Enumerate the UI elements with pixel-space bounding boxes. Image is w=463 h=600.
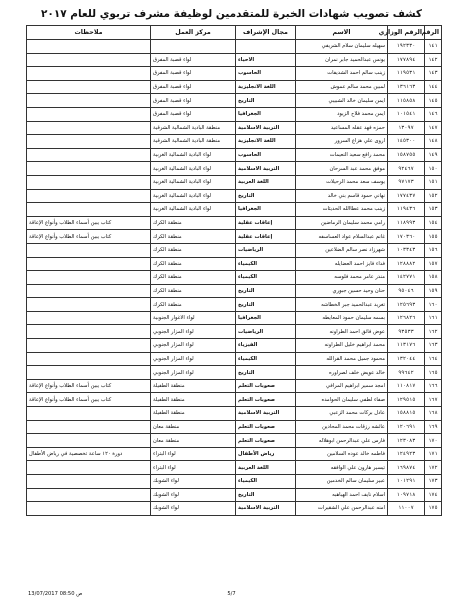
supervision-field: الحاسوب <box>236 67 296 81</box>
row-number: ١٤١ <box>425 40 442 54</box>
supervision-field: اللغة العربية <box>236 175 296 189</box>
row-number: ١٥٨ <box>425 271 442 285</box>
notes-cell <box>27 67 151 81</box>
candidate-name: صفاء لطفي سليمان الحوامده <box>296 393 388 407</box>
work-center: لواء الشوبك <box>151 475 236 489</box>
notes-cell <box>27 366 151 380</box>
work-center: منطقة الكرك <box>151 284 236 298</box>
work-center: منطقة معان <box>151 434 236 448</box>
supervision-field: التاريخ <box>236 94 296 108</box>
ministry-id: ١٢٩٥١٥ <box>388 393 425 407</box>
candidate-name: تيسير هارون علي الوافقه <box>296 461 388 475</box>
work-center: لواء البادية الشمالية الغربية <box>151 175 236 189</box>
ministry-id: ١١٩٥٣١ <box>388 67 425 81</box>
row-number: ١٥٢ <box>425 189 442 203</box>
candidate-name: حمزه فهد عقله المساعيد <box>296 121 388 135</box>
supervision-field: اللغة الانجليزية <box>236 80 296 94</box>
table-row <box>27 107 442 121</box>
ministry-id: ١٢٦٨٢٦ <box>388 311 425 325</box>
work-center: منطقة البادية الشمالية الشرقية <box>151 121 236 135</box>
header-field: مجال الإشراف <box>236 26 296 40</box>
notes-cell <box>27 175 151 189</box>
work-center: لواء البادية الشمالية الغربية <box>151 203 236 217</box>
supervision-field: إعاقات عقلية <box>236 216 296 230</box>
row-number: ١٤٧ <box>425 121 442 135</box>
work-center: لواء الشوبك <box>151 488 236 502</box>
ministry-id: ١٧٠٣٦٠ <box>388 230 425 244</box>
ministry-id: ١١٥٨٥٨ <box>388 94 425 108</box>
notes-cell <box>27 189 151 203</box>
work-center: لواء قصبة المفرق <box>151 107 236 121</box>
ministry-id: ١٤٥٣٠٠ <box>388 135 425 149</box>
ministry-id: ١٢٣٠٨٣ <box>388 434 425 448</box>
candidate-name: سهيله سليمان سلام الشريفي <box>296 40 388 54</box>
candidate-name: فاطمه خالد عوده السلامين <box>296 447 388 461</box>
work-center: لواء البادية الشمالية الغربية <box>151 189 236 203</box>
work-center: لواء قصبة المفرق <box>151 80 236 94</box>
table-row <box>27 216 442 230</box>
table-row <box>27 175 442 189</box>
notes-cell <box>27 339 151 353</box>
work-center: لواء الشوبك <box>151 502 236 516</box>
notes-cell: كتاب يبين أسماء الطلاب وأنواع الإعاقة <box>27 230 151 244</box>
candidate-name: موفق محمد عبد السرحان <box>296 162 388 176</box>
work-center: لواء المزار الجنوبي <box>151 352 236 366</box>
row-number: ١٥٥ <box>425 230 442 244</box>
row-number: ١٤٢ <box>425 53 442 67</box>
supervision-field: الاحياء <box>236 53 296 67</box>
candidate-name: امجد سمير ابراهيم المرافي <box>296 379 388 393</box>
table-row <box>27 366 442 380</box>
row-number: ١٦٢ <box>425 325 442 339</box>
row-number: ١٦٨ <box>425 407 442 421</box>
row-number: ١٦٣ <box>425 339 442 353</box>
page-title: كشف تصويب شهادات الخبرة للمتقدمين لوظيفة مشرف تربوي للعام ٢٠١٧ <box>41 8 422 20</box>
table-header-row <box>27 26 442 40</box>
notes-cell <box>27 94 151 108</box>
supervision-field: الجغرافيا <box>236 107 296 121</box>
row-number: ١٧١ <box>425 447 442 461</box>
ministry-id: ٩٣٥٣٣ <box>388 325 425 339</box>
work-center: منطقة البادية الشمالية الشرقية <box>151 135 236 149</box>
notes-cell <box>27 352 151 366</box>
table-row <box>27 243 442 257</box>
candidate-name: عائشه رزقات محمد المحادين <box>296 420 388 434</box>
ministry-id: ١١٩٤٣٦ <box>388 203 425 217</box>
table-row <box>27 475 442 489</box>
work-center: منطقة الكرك <box>151 216 236 230</box>
work-center: لواء قصبة المفرق <box>151 67 236 81</box>
ministry-id: ١٣٢٠٤٤ <box>388 352 425 366</box>
ministry-id: ١١٠٠٧ <box>388 502 425 516</box>
notes-cell <box>27 135 151 149</box>
table-row <box>27 203 442 217</box>
header-name: الاسم <box>296 26 388 40</box>
table-row <box>27 352 442 366</box>
work-center: منطقة الطفيلة <box>151 407 236 421</box>
ministry-id: ١١٨٩٩٣ <box>388 216 425 230</box>
row-number: ١٥٧ <box>425 257 442 271</box>
supervision-field <box>236 40 296 54</box>
work-center: منطقة الكرك <box>151 298 236 312</box>
supervision-field: الرياضيات <box>236 243 296 257</box>
candidate-name: شهرزاد نصر سالم الضلاعين <box>296 243 388 257</box>
notes-cell <box>27 162 151 176</box>
notes-cell <box>27 325 151 339</box>
work-center: لواء الاغوار الجنوبية <box>151 311 236 325</box>
row-number: ١٤٤ <box>425 80 442 94</box>
work-center: لواء قصبة المفرق <box>151 94 236 108</box>
table-row <box>27 53 442 67</box>
table-row <box>27 298 442 312</box>
candidate-name: محمود جميل محمد القرالله <box>296 352 388 366</box>
table-row <box>27 420 442 434</box>
notes-cell: دورة ١٢٠ ساعة تخصصية في رياض الأطفال <box>27 447 151 461</box>
table-row <box>27 121 442 135</box>
notes-cell <box>27 53 151 67</box>
work-center: لواء البتراء <box>151 461 236 475</box>
row-number: ١٦٧ <box>425 393 442 407</box>
notes-cell <box>27 434 151 448</box>
work-center: لواء المزار الجنوبي <box>151 325 236 339</box>
table-row <box>27 40 442 54</box>
row-number: ١٦٦ <box>425 379 442 393</box>
supervision-field: التربية الاسلامية <box>236 407 296 421</box>
notes-cell <box>27 461 151 475</box>
ministry-id: ١٣٦١٦٣ <box>388 80 425 94</box>
notes-cell <box>27 40 151 54</box>
header-notes: ملاحظات <box>27 26 151 40</box>
row-number: ١٤٣ <box>425 67 442 81</box>
supervision-field: صعوبات التعلم <box>236 434 296 448</box>
candidate-name: زينب سالم احمد الشديفات <box>296 67 388 81</box>
supervision-field: اللغة العربية <box>236 461 296 475</box>
ministry-id: ١٢٤٩٢٣ <box>388 447 425 461</box>
notes-cell <box>27 121 151 135</box>
supervision-field: الجغرافيا <box>236 203 296 217</box>
header-id: الرقم الوزاري <box>388 26 425 40</box>
table-row <box>27 80 442 94</box>
work-center: منطقة الكرك <box>151 271 236 285</box>
table-row <box>27 461 442 475</box>
supervision-field: الكيمياء <box>236 352 296 366</box>
ministry-id: ١٠٣٣٤٣ <box>388 243 425 257</box>
row-number: ١٦٩ <box>425 420 442 434</box>
candidate-name: حنان وحيد حسين جبوري <box>296 284 388 298</box>
candidate-name: ايمن سليمان خالد الشبيبي <box>296 94 388 108</box>
table-row <box>27 393 442 407</box>
notes-cell <box>27 203 151 217</box>
ministry-id: ٩٧١٧٣ <box>388 175 425 189</box>
candidate-name: عادل بركات محمد الزعبي <box>296 407 388 421</box>
table-row <box>27 257 442 271</box>
work-center: منطقة الكرك <box>151 257 236 271</box>
candidate-name: اروى علي هزاع السرور <box>296 135 388 149</box>
supervision-field: صعوبات التعلم <box>236 420 296 434</box>
table-row <box>27 230 442 244</box>
notes-cell <box>27 488 151 502</box>
table-row <box>27 67 442 81</box>
ministry-id: ١٥٨٨١٥ <box>388 407 425 421</box>
supervision-field: الحاسوب <box>236 148 296 162</box>
work-center: لواء البادية الشمالية الغربية <box>151 162 236 176</box>
print-timestamp: 13/07/2017 ص 08:50 <box>28 591 83 597</box>
notes-cell <box>27 502 151 516</box>
notes-cell: كتاب يبين أسماء الطلاب وأنواع الإعاقة <box>27 393 151 407</box>
ministry-id: ٩٩٦٤٢ <box>388 366 425 380</box>
candidate-name: خالد عويض خلف لصراوره <box>296 366 388 380</box>
table-row <box>27 148 442 162</box>
candidate-name: لمبين محمد سالم عموش <box>296 80 388 94</box>
candidate-name: عوض فائق احمد الطراونه <box>296 325 388 339</box>
row-number: ١٥٦ <box>425 243 442 257</box>
table-row <box>27 284 442 298</box>
work-center: منطقة معان <box>151 420 236 434</box>
row-number: ١٥١ <box>425 175 442 189</box>
supervision-field: رياض الأطفال <box>236 447 296 461</box>
supervision-field: التاريخ <box>236 298 296 312</box>
candidate-name: امنه عبدالرحمن علي الشقيرات <box>296 502 388 516</box>
supervision-field: صعوبات التعلم <box>236 393 296 407</box>
table-row <box>27 447 442 461</box>
row-number: ١٧٤ <box>425 488 442 502</box>
page-number: 5/7 <box>227 591 236 597</box>
ministry-id: ١٩٢٣٣٠ <box>388 40 425 54</box>
row-number: ١٥٣ <box>425 203 442 217</box>
row-number: ١٤٥ <box>425 94 442 108</box>
row-number: ١٤٦ <box>425 107 442 121</box>
row-number: ١٥٩ <box>425 284 442 298</box>
supervision-field: الجغرافيا <box>236 311 296 325</box>
work-center <box>151 40 236 54</box>
table-row <box>27 488 442 502</box>
table-row <box>27 94 442 108</box>
supervision-field: إعاقات عقلية <box>236 230 296 244</box>
work-center: لواء المزار الجنوبي <box>151 339 236 353</box>
candidate-name: عبير سليمان سالم الخدمين <box>296 475 388 489</box>
supervision-field: التربية الاسلامية <box>236 162 296 176</box>
row-number: ١٦٥ <box>425 366 442 380</box>
row-number: ١٧٠ <box>425 434 442 448</box>
work-center: منطقة الكرك <box>151 230 236 244</box>
ministry-id: ١١٣١٧٦ <box>388 339 425 353</box>
ministry-id: ١٦٩٨٧٤ <box>388 461 425 475</box>
notes-cell <box>27 407 151 421</box>
work-center: منطقة الطفيلة <box>151 393 236 407</box>
notes-cell <box>27 107 151 121</box>
table-row <box>27 311 442 325</box>
candidate-name: يوسف سعد محمد الرحيلات <box>296 175 388 189</box>
table-row <box>27 189 442 203</box>
notes-cell <box>27 475 151 489</box>
table-row <box>27 162 442 176</box>
row-number: ١٤٨ <box>425 135 442 149</box>
table-row <box>27 339 442 353</box>
candidate-name: محمد ابراهيم خليل الطراونه <box>296 339 388 353</box>
table-row <box>27 325 442 339</box>
candidate-name: بسمه سليمان حمود المعايطه <box>296 311 388 325</box>
row-number: ١٤٩ <box>425 148 442 162</box>
row-number: ١٦٤ <box>425 352 442 366</box>
supervision-field: التاريخ <box>236 284 296 298</box>
notes-cell <box>27 148 151 162</box>
notes-cell <box>27 257 151 271</box>
ministry-id: ١٧٧٨٩٤ <box>388 53 425 67</box>
ministry-id: ١٤٢٧٧١ <box>388 271 425 285</box>
candidate-name: يونس عبدالحميد جابر نمران <box>296 53 388 67</box>
notes-cell <box>27 80 151 94</box>
supervision-field: صعوبات التعلم <box>236 379 296 393</box>
work-center: منطقة الكرك <box>151 243 236 257</box>
page-footer <box>0 589 463 599</box>
work-center: لواء البادية الشمالية الغربية <box>151 148 236 162</box>
table-row <box>27 502 442 516</box>
work-center: منطقة الطفيلة <box>151 379 236 393</box>
supervision-field: التاريخ <box>236 366 296 380</box>
row-number: ١٦١ <box>425 311 442 325</box>
candidate-name: رامي محمد سليمان الرماضين <box>296 216 388 230</box>
work-center: لواء البتراء <box>151 447 236 461</box>
supervision-field: التربية الاسلامية <box>236 502 296 516</box>
notes-cell <box>27 243 151 257</box>
candidate-name: نهاني حمود قاسم بني خالد <box>296 189 388 203</box>
work-center: لواء قصبة المفرق <box>151 53 236 67</box>
table-row <box>27 379 442 393</box>
supervision-field: التربية الاسلامية <box>236 121 296 135</box>
candidate-name: فداء فايز احمد العضايله <box>296 257 388 271</box>
ministry-id: ١٠١٥٤١ <box>388 107 425 121</box>
ministry-id: ٩٢٤٦٧ <box>388 162 425 176</box>
candidate-name: تغريد عبدالحميد جبر الخطاشه <box>296 298 388 312</box>
supervision-field: اللغة الانجليزية <box>236 135 296 149</box>
ministry-id: ٩٥٠٤٦ <box>388 284 425 298</box>
row-number: ١٧٣ <box>425 475 442 489</box>
supervision-field: الفيزياء <box>236 339 296 353</box>
notes-cell <box>27 298 151 312</box>
ministry-id: ١١٠٨١٧ <box>388 379 425 393</box>
ministry-id: ١٠١٢٩١ <box>388 475 425 489</box>
table-row <box>27 407 442 421</box>
candidate-name: فارس علي عبدالرحمن ابوهلاله <box>296 434 388 448</box>
header-num: الرقم <box>425 26 442 40</box>
ministry-id: ١٧٧٤٣٧ <box>388 189 425 203</box>
candidate-name: ايمن محمد فلاح الزيود <box>296 107 388 121</box>
supervision-field: التاريخ <box>236 488 296 502</box>
table-row <box>27 271 442 285</box>
row-number: ١٥٠ <box>425 162 442 176</box>
table-row <box>27 434 442 448</box>
ministry-id: ١٠٩٧١٨ <box>388 488 425 502</box>
notes-cell <box>27 311 151 325</box>
supervision-field: الكيمياء <box>236 271 296 285</box>
supervision-field: الكيمياء <box>236 475 296 489</box>
candidate-name: زينب محمد عطاالله الحديثات <box>296 203 388 217</box>
header-center: مركز العمل <box>151 26 236 40</box>
results-table <box>26 25 442 516</box>
notes-cell <box>27 420 151 434</box>
supervision-field: الكيمياء <box>236 257 296 271</box>
notes-cell: كتاب يبين أسماء الطلاب وأنواع الإعاقة <box>27 216 151 230</box>
row-number: ١٦٠ <box>425 298 442 312</box>
ministry-id: ١٢٨٨٨٢ <box>388 257 425 271</box>
row-number: ١٧٢ <box>425 461 442 475</box>
row-number: ١٥٤ <box>425 216 442 230</box>
ministry-id: ١٢٠٦٩١ <box>388 420 425 434</box>
notes-cell <box>27 271 151 285</box>
ministry-id: ١٣٠٩٧ <box>388 121 425 135</box>
supervision-field: التاريخ <box>236 189 296 203</box>
candidate-name: اسلام نايف احمد الهباهبه <box>296 488 388 502</box>
ministry-id: ١٢٥٦٩٣ <box>388 298 425 312</box>
work-center: لواء المزار الجنوبي <box>151 366 236 380</box>
ministry-id: ١٥٨٧٥٥ <box>388 148 425 162</box>
candidate-name: غانم عبدالسلام عواد العساسفه <box>296 230 388 244</box>
notes-cell: كتاب يبين أسماء الطلاب وأنواع الإعاقة <box>27 379 151 393</box>
notes-cell <box>27 284 151 298</box>
row-number: ١٧٥ <box>425 502 442 516</box>
table-row <box>27 135 442 149</box>
supervision-field: الرياضيات <box>236 325 296 339</box>
candidate-name: محمد رافع سعيد النعيمات <box>296 148 388 162</box>
candidate-name: منذر عامر محمد فلوسه <box>296 271 388 285</box>
